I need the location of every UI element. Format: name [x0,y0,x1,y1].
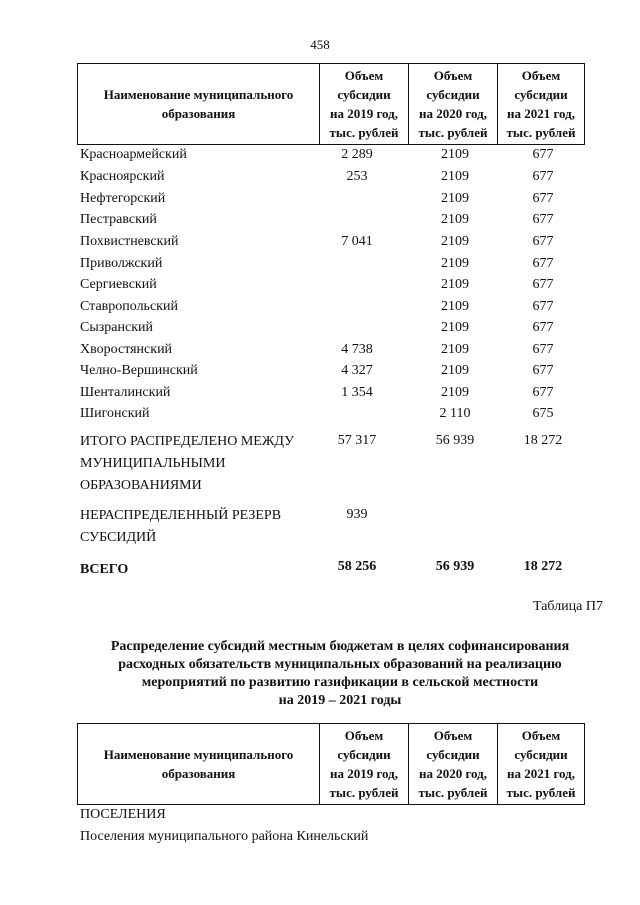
header-line: Объем [344,728,384,743]
header-line: на 2021 год, [506,766,576,781]
row-name: Хворостянский [80,342,173,357]
grand-total-2019: 58 256 [337,559,377,574]
title-line: мероприятий по развитию газификации в сельской местности [141,675,539,690]
row-2020: 2109 [441,277,469,292]
total-label-line: ОБРАЗОВАНИЯМИ [80,478,202,493]
table-row [0,277,640,299]
header-2020-cell [409,724,498,805]
header-line: субсидии [337,87,391,102]
row-name: Ставропольский [80,299,178,314]
row-2021: 677 [532,277,554,292]
header-2019-cell [320,64,409,145]
row-2020: 2 110 [439,406,471,421]
header-name-cell [78,64,320,145]
row-2020: 2109 [441,234,469,249]
row-name: Нефтегорский [80,191,166,206]
header-line: на 2019 год, [329,106,399,121]
total-distributed-2020: 56 939 [435,433,475,448]
row-2019: 2 289 [341,147,373,162]
subsection-heading: Поселения муниципального района Кинельский [80,829,369,844]
row-2019: 4 327 [341,363,373,378]
header-line: тыс. рублей [418,125,488,140]
table1-header [77,63,585,145]
table-row [0,342,640,364]
reserve-label [80,505,281,549]
table-row [0,191,640,213]
table-row [0,385,640,407]
header-line: на 2019 год, [329,766,399,781]
row-2020: 2109 [441,169,469,184]
table-row [0,169,640,191]
row-name: Приволжский [80,256,163,271]
row-2019: 7 041 [341,234,373,249]
total-distributed-2021: 18 272 [523,433,563,448]
header-line: тыс. рублей [418,785,488,800]
row-2020: 2109 [441,256,469,271]
header-line: Объем [344,68,384,83]
row-name: Шигонский [80,406,150,421]
header-name-cell [78,724,320,805]
header-line: Объем [521,728,561,743]
header-2021-cell [498,724,585,805]
table-row [0,299,640,321]
reserve-label-line: СУБСИДИЙ [80,530,157,545]
table-row [0,406,640,428]
header-line: Объем [433,728,473,743]
title-line: на 2019 – 2021 годы [278,693,402,708]
row-2020: 2109 [441,320,469,335]
grand-total-2020: 56 939 [435,559,475,574]
row-2021: 677 [532,320,554,335]
row-name: Сергиевский [80,277,157,292]
header-line: тыс. рублей [329,785,399,800]
row-2021: 677 [532,342,554,357]
row-name: Красноармейский [80,147,187,162]
row-2021: 677 [532,385,554,400]
row-2019: 253 [346,169,368,184]
header-name-line: Наименование муниципального [103,87,294,102]
table-row [0,234,640,256]
table2-header [77,723,585,805]
row-name: Пестравский [80,212,157,227]
row-2020: 2109 [441,299,469,314]
row-2020: 2109 [441,363,469,378]
title-line: Распределение субсидий местным бюджетам в целях софинансирования [110,639,570,654]
header-2019-cell [320,724,409,805]
header-2021-cell [498,64,585,145]
row-2020: 2109 [441,212,469,227]
header-name-line: образования [161,106,236,121]
header-2020-cell [409,64,498,145]
header-line: субсидии [426,747,480,762]
header-line: субсидии [337,747,391,762]
row-2021: 677 [532,299,554,314]
row-name: Красноярский [80,169,165,184]
row-2019: 4 738 [341,342,373,357]
header-line: тыс. рублей [506,785,576,800]
title-line: расходных обязательств муниципальных образований на реализацию [118,657,562,672]
row-2019: 1 354 [341,385,373,400]
row-2021: 677 [532,191,554,206]
total-distributed-label [80,431,294,497]
header-line: Объем [433,68,473,83]
header-line: субсидии [514,87,568,102]
header-line: на 2020 год, [418,766,488,781]
total-label-line: МУНИЦИПАЛЬНЫМИ [80,456,226,471]
header-name-line: Наименование муниципального [103,747,294,762]
table-caption: Таблица П7 [533,599,603,614]
row-name: Сызранский [80,320,153,335]
row-2021: 677 [532,169,554,184]
row-2021: 677 [532,234,554,249]
header-line: субсидии [514,747,568,762]
row-name: Похвистневский [80,234,179,249]
header-line: Объем [521,68,561,83]
row-name: Челно-Вершинский [80,363,198,378]
page-number: 458 [310,37,330,52]
header-line: тыс. рублей [329,125,399,140]
grand-total-2021: 18 272 [523,559,563,574]
header-name-line: образования [161,766,236,781]
row-2020: 2109 [441,191,469,206]
reserve-2019: 939 [346,507,368,522]
total-label-line: ИТОГО РАСПРЕДЕЛЕНО МЕЖДУ [80,434,294,449]
header-line: на 2021 год, [506,106,576,121]
section-heading: ПОСЕЛЕНИЯ [80,807,166,822]
table-row [0,320,640,342]
table-row [0,212,640,234]
header-line: субсидии [426,87,480,102]
reserve-label-line: НЕРАСПРЕДЕЛЕННЫЙ РЕЗЕРВ [80,508,282,523]
total-distributed-2019: 57 317 [337,433,377,448]
row-2020: 2109 [441,147,469,162]
table-row [0,363,640,385]
row-2021: 677 [532,212,554,227]
header-line: тыс. рублей [506,125,576,140]
table-row [0,256,640,278]
row-2021: 677 [532,363,554,378]
row-2021: 677 [532,256,554,271]
row-2021: 675 [532,406,554,421]
table2-title [60,638,620,710]
row-2020: 2109 [441,385,469,400]
row-2020: 2109 [441,342,469,357]
row-name: Шенталинский [80,385,171,400]
grand-total-label: ВСЕГО [80,562,129,577]
row-2021: 677 [532,147,554,162]
table-row [0,147,640,169]
header-line: на 2020 год, [418,106,488,121]
